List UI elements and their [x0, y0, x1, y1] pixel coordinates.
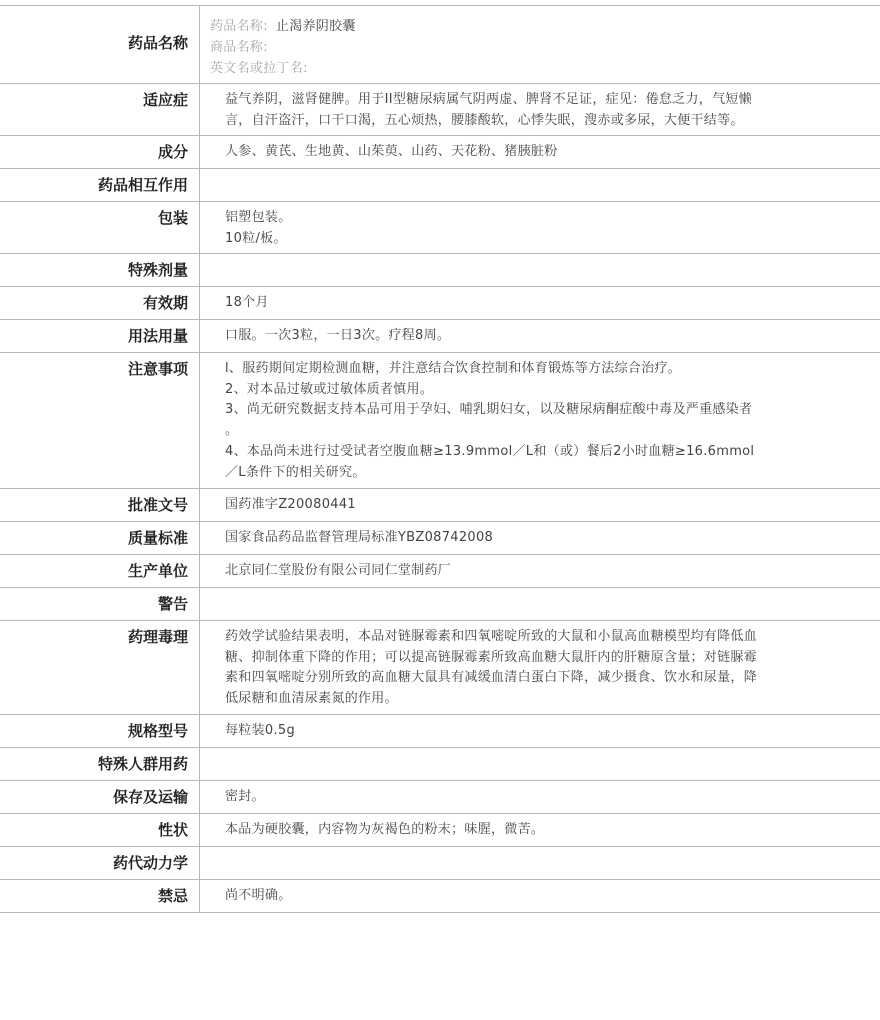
text-line: 北京同仁堂股份有限公司同仁堂制药厂: [225, 563, 452, 578]
row-label: 药品相互作用: [0, 169, 200, 201]
row-label: 包装: [0, 202, 200, 253]
row-label: 药代动力学: [0, 847, 200, 879]
row-label: 特殊人群用药: [0, 748, 200, 780]
row-warning: [0, 587, 880, 620]
row-packaging: [0, 201, 880, 253]
row-label: 注意事项: [0, 353, 200, 488]
row-value: [200, 748, 880, 780]
row-value: [200, 715, 880, 747]
row-value: [200, 202, 880, 253]
row-drug-interactions: [0, 168, 880, 201]
drug-info-table: [0, 5, 880, 913]
row-indications: [0, 83, 880, 135]
row-value: [200, 489, 880, 521]
row-special-populations: [0, 747, 880, 780]
row-value: [200, 254, 880, 286]
row-value: [200, 847, 880, 879]
text-line: 人参、黄芪、生地黄、山茱萸、山药、天花粉、猪胰脏粉: [225, 144, 558, 159]
row-label: 禁忌: [0, 880, 200, 912]
text-line: 。: [225, 423, 239, 439]
row-label: 警告: [0, 588, 200, 620]
text-line: 10粒/板。: [225, 230, 287, 246]
text-line: 密封。: [225, 789, 265, 804]
row-label: 用法用量: [0, 320, 200, 352]
row-label: 有效期: [0, 287, 200, 319]
row-label: 适应症: [0, 84, 200, 135]
text-line: 国家食品药品监督管理局标准YBZ08742008: [225, 530, 494, 545]
row-shelf-life: [0, 286, 880, 319]
row-label: 性状: [0, 814, 200, 846]
text-line: 糖、抑制体重下降的作用；可以提高链脲霉素所致高血糖大鼠肝内的肝糖原含量；对链脲霉: [225, 649, 758, 665]
text-line: 低尿糖和血清尿素氮的作用。: [225, 691, 398, 707]
english-name-label: 英文名或拉丁名:: [210, 61, 308, 76]
row-value: [200, 169, 880, 201]
row-label: 生产单位: [0, 555, 200, 587]
text-line: 口服。一次3粒，一日3次。疗程8周。: [225, 328, 451, 343]
row-value: [200, 320, 880, 352]
row-drug-name: [0, 5, 880, 83]
row-value: [200, 136, 880, 168]
row-label: 药品名称: [0, 6, 200, 83]
row-label: 成分: [0, 136, 200, 168]
text-line: 国药准字Z20080441: [225, 497, 356, 512]
generic-name-label: 药品名称:: [210, 19, 268, 34]
text-line: 素和四氧嘧啶分别所致的高血糖大鼠具有减缓血清白蛋白下降，减少摄食、饮水和尿量，降: [225, 670, 758, 686]
text-line: 4、本品尚未进行过受试者空腹血糖≥13.9mmol／L和（或）餐后2小时血糖≥16.6mmol: [225, 443, 755, 459]
generic-name-value: 止渴养阴胶囊: [275, 19, 356, 34]
text-line: 3、尚无研究数据支持本品可用于孕妇、哺乳期妇女，以及糖尿病酮症酸中毒及严重感染者: [225, 402, 753, 418]
text-line: 药效学试验结果表明，本品对链脲霉素和四氧嘧啶所致的大鼠和小鼠高血糖模型均有降低血: [225, 629, 758, 644]
row-value: [200, 522, 880, 554]
row-manufacturer: [0, 554, 880, 587]
text-line: l、服药期间定期检测血糖，并注意结合饮食控制和体育锻炼等方法综合治疗。: [225, 361, 682, 376]
row-contraindications: [0, 879, 880, 913]
text-line: 本品为硬胶囊，内容物为灰褐色的粉末；味腥，微苦。: [225, 822, 545, 837]
row-label: 规格型号: [0, 715, 200, 747]
row-value: [200, 287, 880, 319]
row-special-dosage: [0, 253, 880, 286]
row-pharmacokinetics: [0, 846, 880, 879]
row-specification: [0, 714, 880, 747]
row-quality-standard: [0, 521, 880, 554]
row-value: [200, 781, 880, 813]
text-line: 益气养阴，滋肾健脾。用于II型糖尿病属气阴两虚、脾肾不足证，症见：倦怠乏力，气短懒: [225, 92, 752, 107]
text-line: 铝塑包装。: [225, 210, 292, 225]
row-label: 特殊剂量: [0, 254, 200, 286]
row-precautions: [0, 352, 880, 488]
text-line: 每粒装0.5g: [225, 723, 296, 738]
row-pharmacology: [0, 620, 880, 714]
row-value: [200, 353, 880, 488]
row-value: [200, 621, 880, 714]
text-line: ／L条件下的相关研究。: [225, 464, 366, 480]
row-approval-number: [0, 488, 880, 521]
text-line: 2、对本品过敏或过敏体质者慎用。: [225, 381, 434, 397]
row-appearance: [0, 813, 880, 846]
trade-name-label: 商品名称:: [210, 40, 268, 55]
row-label: 保存及运输: [0, 781, 200, 813]
row-value: [200, 555, 880, 587]
row-value: [200, 588, 880, 620]
row-value: [200, 6, 880, 83]
row-value: [200, 880, 880, 912]
row-usage-dosage: [0, 319, 880, 352]
row-value: [200, 84, 880, 135]
text-line: 尚不明确。: [225, 888, 292, 903]
row-ingredients: [0, 135, 880, 168]
row-label: 质量标准: [0, 522, 200, 554]
row-storage-transport: [0, 780, 880, 813]
row-value: [200, 814, 880, 846]
row-label: 批准文号: [0, 489, 200, 521]
text-line: 18个月: [225, 295, 269, 310]
text-line: 言，自汗盗汗，口干口渴，五心烦热，腰膝酸软，心悸失眠，溲赤或多尿，大便干结等。: [225, 112, 744, 128]
row-label: 药理毒理: [0, 621, 200, 714]
